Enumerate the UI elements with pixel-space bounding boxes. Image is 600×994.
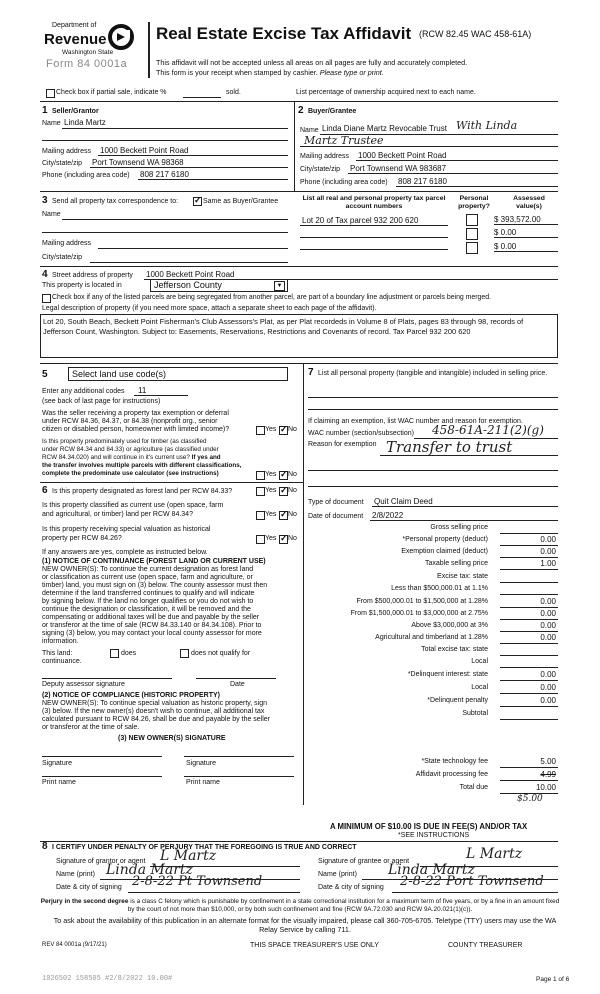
does-checkbox[interactable]	[110, 649, 119, 658]
doc-type: Quit Claim Deed	[374, 497, 433, 506]
tax-row-label: Agricultural and timberland at 1.28%	[375, 634, 488, 641]
minimum-due-note: A MINIMUM OF $10.00 IS DUE IN FEE(S) AND/OR TAX	[330, 822, 528, 831]
same-as-buyer-checkbox[interactable]	[193, 197, 202, 206]
tax-row-label: Less than $500,000.01 at 1.1%	[391, 585, 488, 592]
land-use-select-label: Select land use code(s)	[72, 369, 167, 379]
tax-row-label: From $1,500,000.01 to $3,000,000 at 2.75%	[350, 610, 488, 617]
buyer-title: Buyer/Grantee	[308, 108, 357, 115]
timber-yes-checkbox[interactable]	[256, 471, 265, 480]
seller-city-label: City/state/zip	[42, 160, 83, 167]
does-not-label: does not qualify for	[191, 650, 251, 657]
tax-row-label: From $500,000.01 to $1,500,000 at 1.28%	[356, 598, 488, 605]
buyer-name-label: Name	[300, 127, 319, 134]
q-current-use-1: Is this property classified as current use (open space, farm	[42, 502, 224, 509]
tax-row-value: 0.00	[540, 597, 556, 606]
doc-date-label: Date of document	[308, 513, 364, 520]
state-label: Washington State	[62, 49, 114, 56]
historic-no-label: No	[288, 535, 297, 542]
tax-row-value: 0.00	[540, 547, 556, 556]
continuance-label: continuance.	[42, 658, 82, 665]
partial-sale-label: Check box if partial sale, indicate %	[56, 89, 167, 96]
corr-address-label: Mailing address	[42, 240, 92, 247]
treasurer-use-only: THIS SPACE TREASURER'S USE ONLY	[250, 942, 379, 949]
seller-address: 1000 Beckett Point Road	[100, 146, 189, 155]
notice1-line: compensating or additional taxes will be due and payable by the seller	[42, 614, 260, 621]
notice1-line: or classification as current use (open space, farm and agriculture, or	[42, 574, 253, 581]
seller-name: Linda Martz	[64, 118, 106, 127]
tax-row-label: Excise tax: state	[437, 573, 488, 580]
q-exemption-1: Was the seller receiving a property tax exemption or deferral	[42, 410, 229, 417]
dept-logo-text: Revenue	[44, 31, 107, 48]
notice1-line: information.	[42, 638, 79, 645]
notice2-line: (3) below. If the new owner(s) doesn't wish to continue, all additional tax	[42, 708, 265, 715]
notice1-line: NEW OWNER(S): To continue the current designation as forest land	[42, 566, 254, 573]
section3-number: 3	[42, 195, 48, 206]
tax-row-label: Above $3,000,000 at 3%	[411, 622, 488, 629]
grantor-name: Linda Martz	[106, 862, 193, 878]
personal-property-checkbox-2[interactable]	[466, 228, 478, 240]
buyer-name: Linda Diane Martz Revocable Trust	[322, 124, 447, 133]
exemption-yes-label: Yes	[265, 426, 277, 433]
exemption-no-label: No	[288, 426, 297, 433]
tax-row-label: *Delinquent interest: state	[407, 671, 488, 678]
grantee-date-city: 2-8-22 Port Townsend	[400, 874, 544, 889]
buyer-address-label: Mailing address	[300, 153, 350, 160]
assessed-col-header: Assessed value(s)	[513, 195, 545, 210]
seller-name-label: Name	[42, 120, 61, 127]
notice2-title: (2) NOTICE OF COMPLIANCE (HISTORIC PROPERTY)	[42, 692, 220, 699]
corr-name-label: Name	[42, 211, 61, 218]
historic-no-checkbox[interactable]	[279, 535, 288, 544]
notice1-line: timber) land, you must sign on (3) below. The county assessor must then	[42, 582, 268, 589]
partial-sold: sold.	[226, 89, 241, 96]
notice1-line: signing (3) below, you may contact your local county assessor for more	[42, 630, 262, 637]
forest-no-label: No	[288, 487, 297, 494]
tax-row-value: 0.00	[540, 633, 556, 642]
q-historic-2: property per RCW 84.26?	[42, 535, 122, 542]
timber-yes-label: Yes	[265, 471, 277, 478]
tax-row-label: Local	[471, 684, 488, 691]
county-label: This property is located in	[42, 282, 122, 289]
new-owner-signature-title: (3) NEW OWNER(S) SIGNATURE	[118, 735, 226, 742]
new-owner-signature-2: Signature	[186, 760, 216, 767]
doc-date: 2/8/2022	[372, 511, 404, 520]
section8-number: 8	[42, 841, 48, 852]
segregate-checkbox[interactable]	[42, 294, 51, 303]
form-number: Form 84 0001a	[46, 58, 128, 70]
ownership-note: List percentage of ownership acquired next to each name.	[296, 89, 476, 96]
tax-row-value: 0.00	[540, 621, 556, 630]
notice1-title: (1) NOTICE OF CONTINUANCE (FOREST LAND OR CURRENT USE)	[42, 558, 266, 565]
wac-number: 458-61A-211(2)(g)	[432, 423, 544, 437]
buyer-city-label: City/state/zip	[300, 166, 341, 173]
tax-row-label: *Delinquent penalty	[427, 697, 488, 704]
assessed-value-2: $ 0.00	[494, 228, 517, 237]
q-timber-2: under RCW 84.34 and 84.33) or agriculture (as classified under	[42, 446, 219, 453]
notice1-line: continue the designation or classification, it will be removed and the	[42, 606, 251, 613]
q-forest: Is this property designated as forest land per RCW 84.33?	[52, 488, 233, 495]
seller-address-label: Mailing address	[42, 148, 92, 155]
tax-row-label: Affidavit processing fee	[415, 771, 488, 778]
section6-number: 6	[42, 485, 48, 496]
deputy-date-label: Date	[230, 681, 245, 688]
accessibility-notice: To ask about the availability of this publication in an alternate format for the visually impaired, please call 360-705-6705. Teletype (TTY) users may use the WA Relay Service by calling 711.	[53, 916, 557, 934]
additional-codes-label: Enter any additional codes	[42, 388, 125, 395]
notice1-line: or transferor at the time of sale (RCW 84.33.140 or 84.34.108). Prior to	[42, 622, 262, 629]
personal-property-label: List all personal property (tangible and intangible) included in selling price.	[318, 370, 548, 377]
notice2-line: calculated pursuant to RCW 84.26, shall be due and payable by the seller	[42, 716, 271, 723]
current-use-yes-label: Yes	[265, 511, 277, 518]
current-use-no-label: No	[288, 511, 297, 518]
personal-property-checkbox-1[interactable]	[466, 214, 478, 226]
grantor-date-city: 2-8-22 Pt Townsend	[132, 874, 263, 889]
form-title: Real Estate Excise Tax Affidavit	[156, 24, 412, 43]
buyer-city: Port Townsend WA 983687	[350, 164, 447, 173]
receipt-stamp: 1026502 158505 #2/8/2022 10.00#	[42, 975, 173, 983]
q-exemption-3: citizen or disabled person, homeowner with limited income)?	[42, 426, 230, 433]
buyer-phone-label: Phone (including area code)	[300, 179, 388, 186]
seller-phone-label: Phone (including area code)	[42, 172, 130, 179]
section2-number: 2	[298, 105, 304, 116]
q-historic-1: Is this property receiving special valuation as historical	[42, 526, 211, 533]
legal-label: Legal description of property (if you need more space, attach a separate sheet to each page of the affidavit).	[42, 305, 377, 312]
new-owner-print-1: Print name	[42, 779, 76, 786]
notice2-line: NEW OWNER(S): To continue special valuation as historic property, sign	[42, 700, 267, 707]
see-back-note: (see back of last page for instructions)	[42, 398, 161, 405]
seller-phone: 808 217 6180	[140, 170, 189, 179]
exemption-yes-checkbox[interactable]	[256, 426, 265, 435]
tax-row-label: Local	[471, 658, 488, 665]
grantor-name-label: Name (print)	[56, 871, 95, 878]
seller-city: Port Townsend WA 98368	[92, 158, 184, 167]
header-note2: This form is your receipt when stamped by cashier. Please type or print.	[156, 68, 384, 77]
partial-sale-checkbox[interactable]	[46, 89, 55, 98]
notice2-line: or transferor at the time of sale.	[42, 724, 140, 731]
q-timber-4: the transfer involves multiple parcels with different classifications,	[42, 462, 242, 469]
q-timber-5: complete the predominate use calculator (see instructions)	[42, 470, 219, 477]
grantee-signature: L Martz	[466, 846, 523, 862]
land-use-select[interactable]	[68, 367, 288, 381]
tax-row-label: *State technology fee	[421, 758, 488, 765]
new-owner-print-2: Print name	[186, 779, 220, 786]
does-label: does	[121, 650, 137, 657]
seller-title: Seller/Grantor	[52, 108, 99, 115]
section7-number: 7	[308, 367, 314, 378]
property-street: 1000 Beckett Point Road	[146, 270, 235, 279]
buyer-address: 1000 Beckett Point Road	[358, 151, 447, 160]
county-select[interactable]	[150, 279, 288, 292]
grantor-date-label: Date & city of signing	[56, 884, 122, 891]
grantee-name-label: Name (print)	[318, 871, 357, 878]
tax-row-value: 1.00	[540, 559, 556, 568]
section5-number: 5	[42, 369, 48, 380]
forest-no-checkbox[interactable]	[279, 487, 288, 496]
deputy-signature-label: Deputy assessor signature	[42, 681, 125, 688]
timber-no-label: No	[288, 471, 297, 478]
personal-col-header: Personal property?	[458, 195, 490, 210]
historic-yes-label: Yes	[265, 535, 277, 542]
tax-row-label: Subtotal	[462, 710, 488, 717]
q-timber-1: Is this property predominately used for timber (as classified	[42, 438, 207, 445]
tax-row-value: 0.00	[540, 535, 556, 544]
parcel-col-header: List all real and personal property tax parcel account numbers	[302, 195, 446, 210]
tax-row-value: 0.00	[540, 683, 556, 692]
exemption-no-checkbox[interactable]	[279, 426, 288, 435]
doc-type-label: Type of document	[308, 499, 364, 506]
forest-yes-checkbox[interactable]	[256, 487, 265, 496]
county-select-value: Jefferson County	[154, 280, 222, 290]
historic-yes-checkbox[interactable]	[256, 535, 265, 544]
buyer-name-handwritten-2: Martz Trustee	[304, 134, 384, 147]
dept-line1: Department of	[52, 22, 97, 29]
q-timber-3: RCW 84.34.020) and will continue in it's current use? If yes and	[42, 454, 221, 461]
grantee-date-label: Date & city of signing	[318, 884, 384, 891]
correspondence-label: Send all property tax correspondence to:	[52, 198, 179, 205]
legal-description: Lot 20, South Beach, Beckett Point Fisherman's Club Assessors's Plat, as per Plat recordeds in Volume 8 of Plats, pages 83 through 98, records of Jefferson Count, Washington. Subject to: Easements, Reservations, Restrictions and Covenants of record. Tax Parcel 932 200 620	[43, 317, 524, 336]
grantor-signature: L Martz	[160, 848, 217, 864]
notice1-line: determine if the land transferred continues to qualify and will indicate	[42, 590, 255, 597]
tax-row-label: Gross selling price	[430, 524, 488, 531]
tax-row-value: 4.99	[540, 770, 556, 779]
section1-number: 1	[42, 105, 48, 116]
current-use-yes-checkbox[interactable]	[256, 511, 265, 520]
notice1-line: by signing below. If the land no longer qualifies or you do not wish to	[42, 598, 254, 605]
assessed-value-1: $ 393,572.00	[494, 215, 541, 224]
current-use-no-checkbox[interactable]	[279, 511, 288, 520]
q-exemption-2: under RCW 84.36, 84.37, or 84.38 (nonprofit org., senior	[42, 418, 218, 425]
any-yes-note: If any answers are yes, complete as instructed below.	[42, 549, 208, 556]
tax-row-value: 10.00	[535, 783, 556, 792]
county-treasurer: COUNTY TREASURER	[448, 942, 523, 949]
section4-number: 4	[42, 269, 48, 280]
street-label: Street address of property	[52, 272, 133, 279]
certify-statement: I CERTIFY UNDER PENALTY OF PERJURY THAT THE FOREGOING IS TRUE AND CORRECT	[52, 844, 357, 851]
does-not-checkbox[interactable]	[180, 649, 189, 658]
tax-row-value: 0.00	[540, 670, 556, 679]
tax-row-value: 0.00	[540, 696, 556, 705]
tax-row-value: 0.00	[540, 609, 556, 618]
exemption-label: If claiming an exemption, list WAC number and reason for exemption.	[308, 418, 523, 425]
revenue-logo-icon	[108, 24, 134, 50]
perjury-notice: Perjury in the second degree is a class C felony which is punishable by confinement in a state correctional institution for a maximum term of five years, or by a fine in an amount fixed by the court of not more than $10,000, or by both such confinement and fine (RCW 9A.72.030 and RCW 9A.20.021(1)(c)).	[40, 898, 560, 913]
grantor-signature-label: Signature of grantor or agent	[56, 858, 146, 865]
rcw-ref: (RCW 82.45 WAC 458-61A)	[419, 29, 532, 39]
tax-row-label: Exemption claimed (deduct)	[401, 548, 488, 555]
segregate-label: Check box if any of the listed parcels are being segregated from another parcel, are part of a boundary line adjustment or parcels being merged.	[52, 294, 491, 301]
see-instructions: *SEE INSTRUCTIONS	[398, 832, 470, 839]
tax-row-label: Taxable selling price	[424, 560, 488, 567]
corr-city-label: City/state/zip	[42, 254, 83, 261]
new-owner-signature-1: Signature	[42, 760, 72, 767]
buyer-phone: 808 217 6180	[398, 177, 447, 186]
timber-no-checkbox[interactable]	[279, 471, 288, 480]
assessed-value-3: $ 0.00	[494, 242, 517, 251]
page-number: Page 1 of 6	[536, 976, 570, 983]
same-as-buyer-label: Same as Buyer/Grantee	[203, 198, 279, 205]
personal-property-checkbox-3[interactable]	[466, 242, 478, 254]
header-note1: This affidavit will not be accepted unless all areas on all pages are fully and accurately completed.	[156, 58, 468, 67]
grantee-signature-label: Signature of grantee or agent	[318, 858, 410, 865]
additional-codes: 11	[138, 386, 147, 395]
chevron-down-icon: ▼	[274, 281, 285, 291]
tax-row-label: *Personal property (deduct)	[402, 536, 488, 543]
grantee-name: Linda Martz	[388, 862, 475, 878]
revision: REV 84 0001a (9/17/21)	[42, 942, 107, 948]
q-current-use-2: and agricultural, or timber) land per RCW 84.34?	[42, 511, 193, 518]
buyer-name-handwritten-1: With Linda	[456, 119, 518, 132]
reason-label: Reason for exemption	[308, 441, 377, 448]
processing-fee-handwritten: $5.00	[517, 794, 543, 804]
wac-label: WAC number (section/subsection)	[308, 430, 414, 437]
exemption-reason: Transfer to trust	[386, 438, 513, 456]
tax-row-label: Total due	[459, 784, 488, 791]
legal-description-box[interactable]	[40, 314, 558, 358]
tax-row-value: 5.00	[540, 757, 556, 766]
parcel-number: Lot 20 of Tax parcel 932 200 620	[302, 216, 419, 225]
forest-yes-label: Yes	[265, 487, 277, 494]
tax-row-label: Total excise tax: state	[421, 646, 488, 653]
this-land-label: This land:	[42, 650, 73, 657]
